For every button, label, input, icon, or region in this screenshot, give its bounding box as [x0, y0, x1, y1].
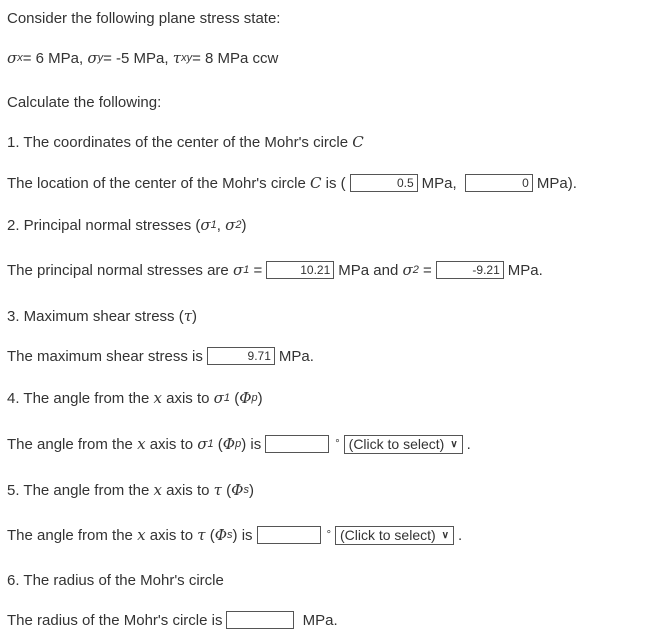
q5-text: The angle from the [7, 526, 133, 544]
q4-text: The angle from the [7, 435, 133, 453]
q6-heading: 6. The radius of the Mohr's circle [7, 571, 224, 589]
tau-symbol: τ [183, 307, 193, 325]
sigma-symbol: σ [7, 49, 18, 67]
degree-symbol: ° [335, 438, 340, 450]
intro-text [7, 7, 280, 29]
q3-heading: 3. Maximum shear stress ( [7, 307, 184, 325]
q6-text: The radius of the Mohr's circle is [7, 611, 223, 629]
q1-text: The location of the center of the Mohr's circle [7, 174, 306, 192]
tau-symbol: τ [213, 481, 222, 499]
phi-p-input[interactable] [265, 435, 329, 453]
phi-symbol: Φ [214, 526, 228, 544]
is: is [250, 435, 262, 453]
period: . [457, 526, 463, 544]
q3-text: The maximum shear stress is [7, 347, 203, 365]
tau-symbol: τ [172, 49, 182, 67]
sigma-symbol: σ [87, 49, 98, 67]
max-shear-input[interactable]: 9.71 [207, 347, 275, 365]
degree-symbol: ° [326, 529, 331, 541]
equals: = [253, 261, 263, 279]
tau-xy-value: = 8 MPa ccw [192, 49, 279, 67]
phi-symbol: Φ [222, 435, 236, 453]
sigma-symbol: σ [232, 261, 244, 279]
unit: MPa. [507, 261, 543, 279]
c-symbol: C [352, 133, 364, 151]
q5-text-b: axis to [149, 526, 194, 544]
sigma-symbol: σ [402, 261, 413, 279]
paren: ) [192, 307, 198, 325]
x-symbol: x [137, 435, 146, 453]
period: . [466, 435, 471, 453]
q1-heading: 1. The coordinates of the center of the Mohr's circle [7, 133, 349, 151]
q1-text2: is ( [325, 174, 346, 192]
intro: Consider the following plane stress state: [7, 9, 281, 27]
sigma-symbol: σ [213, 389, 224, 407]
select-label: (Click to select) [348, 436, 445, 452]
center-x-input[interactable]: 0.5 [350, 174, 418, 192]
unit: MPa). [536, 174, 577, 192]
select-label: (Click to select) [339, 527, 436, 543]
unit: MPa, [421, 174, 457, 192]
x-symbol: x [137, 526, 146, 544]
q4-heading: 4. The angle from the [7, 389, 150, 407]
phi-s-direction-select[interactable] [335, 526, 454, 545]
calc-instruction: Calculate the following: [7, 93, 162, 111]
chevron-down-icon: ∨ [450, 438, 458, 450]
is: is [241, 526, 253, 544]
q4-text-b: axis to [149, 435, 194, 453]
paren: ) [241, 216, 247, 234]
radius-input[interactable] [226, 611, 294, 629]
sigma1-input[interactable]: 10.21 [266, 261, 334, 279]
sigma-y-value: = -5 MPa, [103, 49, 169, 67]
given-stresses: σ x = 6 MPa, σ y = -5 MPa, τ xy = 8 MPa ccw [7, 49, 279, 67]
phi-symbol: Φ [231, 481, 244, 499]
tau-symbol: τ [197, 526, 206, 544]
unit: MPa. [278, 347, 314, 365]
center-y-input[interactable]: 0 [465, 174, 533, 192]
sigma2-input[interactable]: -9.21 [436, 261, 504, 279]
q2-text: The principal normal stresses are [7, 261, 229, 279]
x-symbol: x [153, 481, 162, 499]
unit: MPa. [302, 611, 338, 629]
sigma-symbol: σ [225, 216, 236, 234]
chevron-down-icon: ∨ [441, 529, 449, 541]
q2-heading: 2. Principal normal stresses ( [7, 216, 201, 234]
sigma-symbol: σ [200, 216, 211, 234]
phi-symbol: Φ [239, 389, 252, 407]
equals: = [423, 261, 432, 279]
phi-s-input[interactable] [257, 526, 321, 544]
c-symbol: C [310, 174, 322, 192]
q2-and: MPa and [338, 261, 399, 279]
q4-heading-b: axis to [166, 389, 210, 407]
q5-heading-b: axis to [166, 481, 210, 499]
phi-p-direction-select[interactable] [344, 435, 463, 454]
q5-heading: 5. The angle from the [7, 481, 150, 499]
x-symbol: x [153, 389, 162, 407]
sigma-x-value: = 6 MPa, [22, 49, 84, 67]
sigma-symbol: σ [197, 435, 208, 453]
